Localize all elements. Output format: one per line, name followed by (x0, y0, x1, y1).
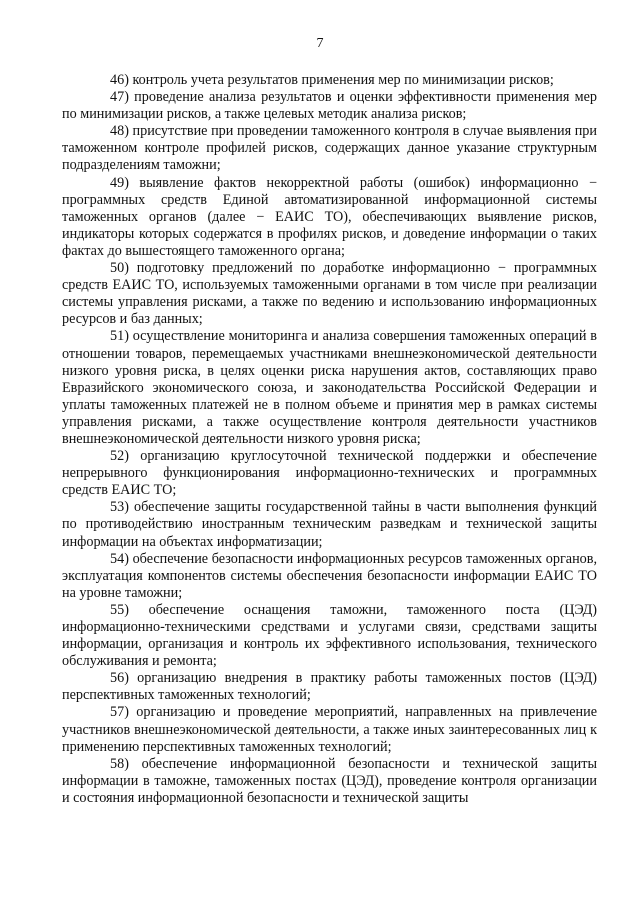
paragraph-57: 57) организацию и проведение мероприятий, направленных на привлечение участников внешнеэкономической деятельности, а также иных заинтересованных лиц к применению перспективных таможенных технологий; (62, 704, 597, 755)
paragraph-49: 49) выявление фактов некорректной работы (ошибок) информационно − программных средств Единой автоматизированной информационной системы таможенных органов (далее − ЕАИС ТО), обеспечивающих выявление рисков, индикаторы которых содержатся в профилях рисков, и доведение информации о таких фактах до вышестоящего таможенного органа; (62, 174, 597, 259)
document-body (62, 72, 597, 807)
paragraph-48: 48) присутствие при проведении таможенного контроля в случае выявления при таможенном контроле профилей рисков, содержащих данное указание структурным подразделениям таможни; (62, 123, 597, 174)
paragraph-50: 50) подготовку предложений по доработке информационно − программных средств ЕАИС ТО, используемых таможенными органами в том числе при реализации системы управления рисками, а также по ведению и использованию информационных ресурсов и баз данных; (62, 260, 597, 328)
paragraph-54: 54) обеспечение безопасности информационных ресурсов таможенных органов, эксплуатация компонентов системы обеспечения безопасности информации ЕАИС ТО на уровне таможни; (62, 550, 597, 601)
paragraph-55: 55) обеспечение оснащения таможни, таможенного поста (ЦЭД) информационно-техническими средствами и услугами связи, средствами защиты информации, организация и контроль их эффективного использования, технического обслуживания и ремонта; (62, 601, 597, 670)
paragraph-58: 58) обеспечение информационной безопасности и технической защиты информации в таможне, таможенных постах (ЦЭД), проведение контроля организации и состояния информационной безопасности и технической защиты (62, 755, 597, 806)
page-number: 7 (316, 36, 324, 51)
paragraph-51: 51) осуществление мониторинга и анализа совершения таможенных операций в отношении товаров, перемещаемых участниками внешнеэкономической деятельности низкого уровня риска, в целях оценки риска нарушения актов, составляющих право Евразийского экономического союза, и законодательства Российской Федерации и уплаты таможенных платежей не в полном объеме и принятия мер в рамках системы управления рисками, а также осуществление контроля деятельности участников внешнеэкономической деятельности низкого уровня риска; (62, 328, 597, 447)
paragraph-53: 53) обеспечение защиты государственной тайны в части выполнения функций по противодействию иностранным техническим разведкам и технической защиты информации на объектах информатизации; (62, 499, 597, 550)
paragraph-56: 56) организацию внедрения в практику работы таможенных постов (ЦЭД) перспективных таможенных технологий; (62, 670, 597, 704)
paragraph-46: 46) контроль учета результатов применения мер по минимизации рисков; (110, 72, 554, 88)
paragraph-47: 47) проведение анализа результатов и оценки эффективности применения мер по минимизации рисков, а также целевых методик анализа рисков; (62, 89, 597, 123)
paragraph-52: 52) организацию круглосуточной технической поддержки и обеспечение непрерывного функционирования информационно-технических и программных средств ЕАИС ТО; (62, 448, 597, 499)
